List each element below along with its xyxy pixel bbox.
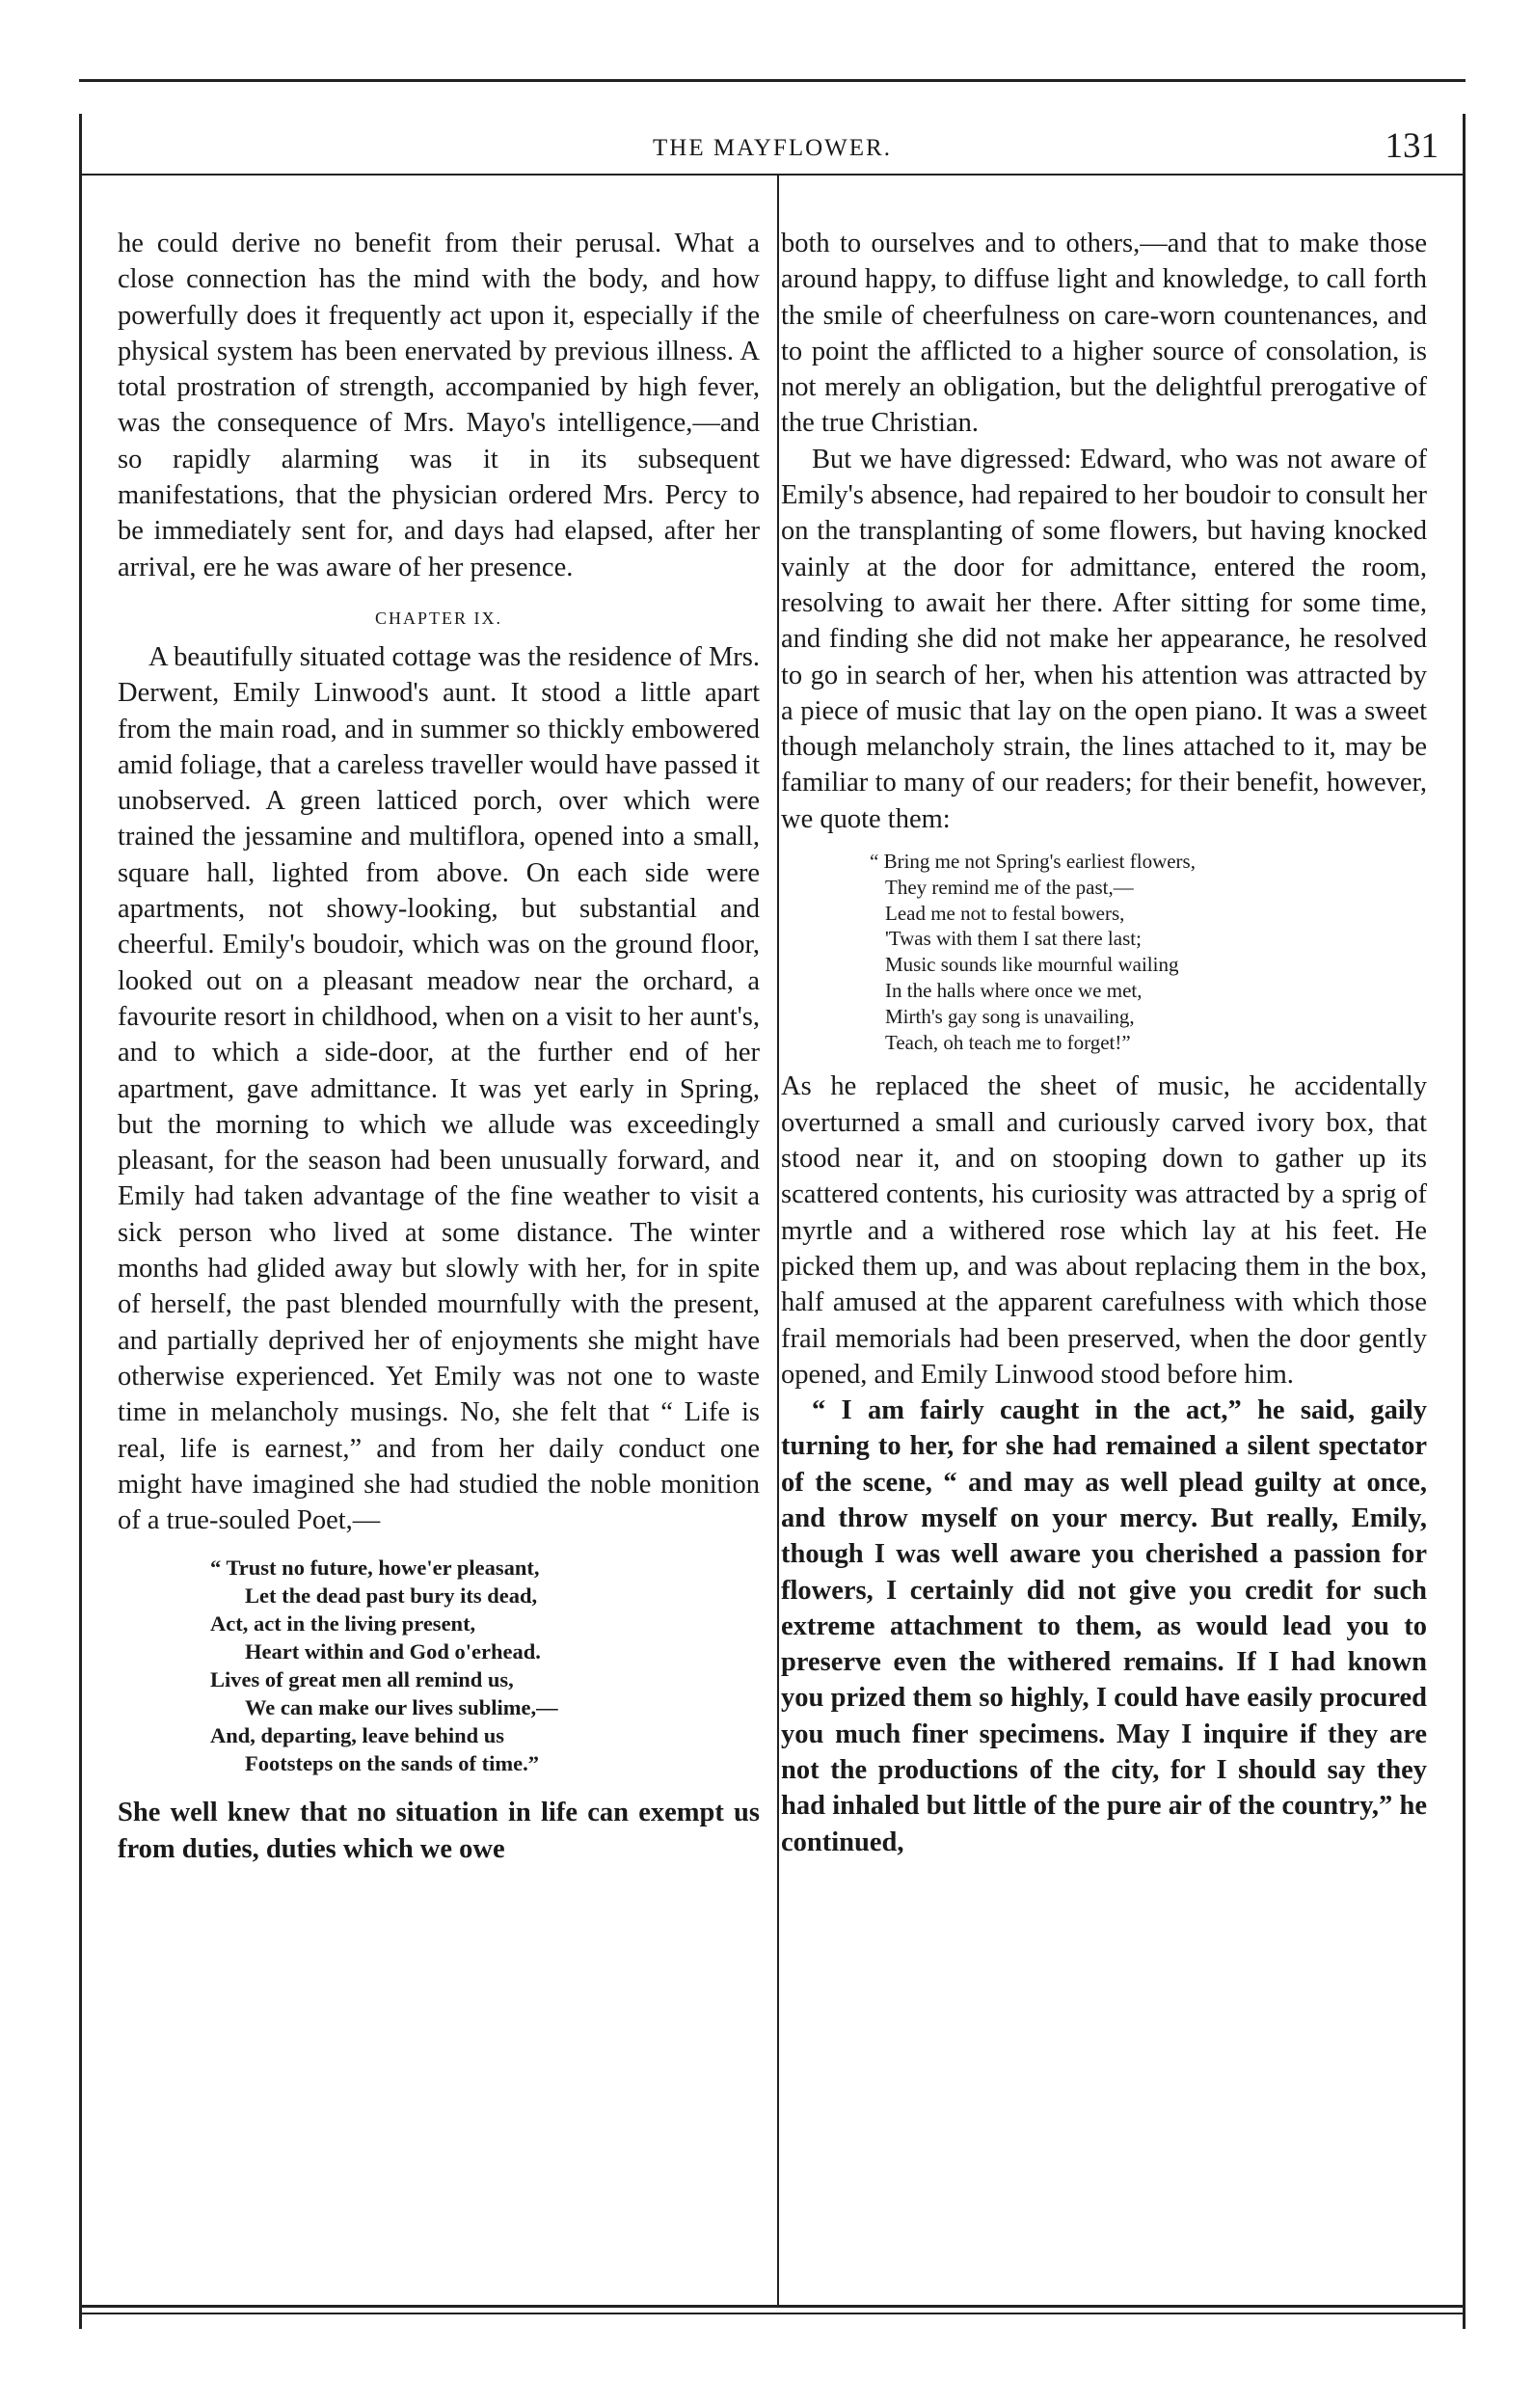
top-border-rule: [79, 79, 1466, 82]
verse-line: Teach, oh teach me to forget!”: [885, 1030, 1131, 1054]
verse-line: “ Trust no future, howe'er pleasant,: [210, 1556, 540, 1581]
verse-line: Act, act in the living present,: [210, 1611, 476, 1637]
verse-line: In the halls where once we met,: [885, 979, 1143, 1003]
paragraph: both to ourselves and to others,—and that to make those around happy, to diffuse light and knowledge, to call forth the smile of cheerfulness on care-worn countenances, and to point the afflicted to a higher source of consolation, is not merely an obligation, but the delightful prerogative of the true Christian.: [781, 229, 1427, 439]
verse-line: Lives of great men all remind us,: [210, 1667, 514, 1692]
paragraph: She well knew that no situation in life can exempt us from duties, duties which we owe: [118, 1798, 760, 1864]
left-column: [118, 226, 760, 1867]
paragraph: he could derive no benefit from their perusal. What a close connection has the mind with the body, and how powerfully does it frequently act upon it, especially if the physical system has been enervated by previous illness. A total prostration of strength, accompanied by high fever, was the consequence of Mrs. Mayo's intelligence,—and so rapidly alarming was it in its subsequent manifestations, that the physician ordered Mrs. Percy to be immediately sent for, and days had elapsed, after her arrival, ere he was aware of her presence.: [118, 229, 760, 582]
paragraph: But we have digressed: Edward, who was not aware of Emily's absence, had repaired to her boudoir to consult her on the transplanting of some flowers, but having knocked vainly at the door for admittance, entered the room, resolving to await her there. After sitting for some time, and finding she did not make her appearance, he resolved to go in search of her, when his attention was attracted by a piece of music that lay on the open piano. It was a sweet though melancholy strain, the lines attached to it, may be familiar to many of our readers; for their benefit, however, we quote them:: [781, 444, 1427, 834]
verse-line: Music sounds like mournful wailing: [885, 953, 1179, 977]
page-number: 131: [1385, 126, 1439, 166]
verse-line: Footsteps on the sands of time.”: [245, 1751, 540, 1776]
verse-line: They remind me of the past,—: [885, 875, 1134, 899]
paragraph: A beautifully situated cottage was the residence of Mrs. Derwent, Emily Linwood's aunt. It stood a little apart from the main road, and in summer so thickly embowered amid foliage, that a careless traveller would have passed it unobserved. A green latticed porch, over which were trained the jessamine and multiflora, opened into a small, square hall, lighted from above. On each side were apartments, not showy-looking, but substantial and cheerful. Emily's boudoir, which was on the ground floor, looked out on a pleasant meadow near the orchard, a favourite resort in childhood, when on a visit to her aunt's, and to which a side-door, at the further end of her apartment, gave admittance. It was yet early in Spring, but the morning to which we allude was exceedingly pleasant, for the season had been unusually forward, and Emily had taken advantage of the fine weather to visit a sick person who lived at some distance. The winter months had glided away but slowly with her, for in spite of herself, the past blended mournfully with the present, and partially deprived her of enjoyments she might have otherwise experienced. Yet Emily was not one to waste time in melancholy musings. No, she felt that “ Life is real, life is earnest,” and from her daily conduct one might have imagined she had studied the noble monition of a true-souled Poet,—: [118, 641, 760, 1536]
paragraph: “ I am fairly caught in the act,” he said, gaily turning to her, for she had remained a silent spectator of the scene, “ and may as well plead guilty at once, and throw myself on your mercy. But really, Emily, though I was well aware you cherished a passion for flowers, I certainly did not give you credit for such extreme attachment to them, as would lead you to preserve even the withered remains. If I had known you prized them so highly, I could have easily procured you much finer specimens. May I inquire if they are not the productions of the city, for I should say they had inhaled but little of the pure air of the country,” he continued,: [781, 1395, 1427, 1857]
verse-line: And, departing, leave behind us: [210, 1723, 505, 1748]
header-rule: [79, 174, 1466, 176]
running-head: [79, 122, 1466, 170]
verse-line: “ Bring me not Spring's earliest flowers,: [870, 850, 1196, 874]
verse-line: Heart within and God o'erhead.: [245, 1639, 541, 1664]
verse-line: Mirth's gay song is unavailing,: [885, 1004, 1135, 1028]
verse-line: Lead me not to festal bowers,: [885, 901, 1125, 925]
poem-quote: [210, 1554, 760, 1777]
running-title: THE MAYFLOWER.: [653, 135, 892, 161]
bottom-rule-double: [79, 2313, 1466, 2314]
bottom-rule: [79, 2305, 1466, 2308]
paragraph: As he replaced the sheet of music, he accidentally overturned a small and curiously carved ivory box, that stood near it, and on stooping down to gather up its scattered contents, his curiosity was attracted by a sprig of myrtle and a withered rose which lay at his feet. He picked them up, and was about replacing them in the box, half amused at the apparent carefulness with which those frail memorials had been preserved, when the door gently opened, and Emily Linwood stood before him.: [781, 1071, 1427, 1390]
column-divider: [777, 176, 779, 2305]
verse-line: 'Twas with them I sat there last;: [885, 927, 1142, 951]
right-column: [781, 226, 1427, 1860]
verse-line: Let the dead past bury its dead,: [245, 1583, 538, 1609]
poem-quote: [870, 849, 1427, 1055]
chapter-heading: CHAPTER IX.: [374, 608, 502, 628]
verse-line: We can make our lives sublime,—: [245, 1695, 558, 1720]
